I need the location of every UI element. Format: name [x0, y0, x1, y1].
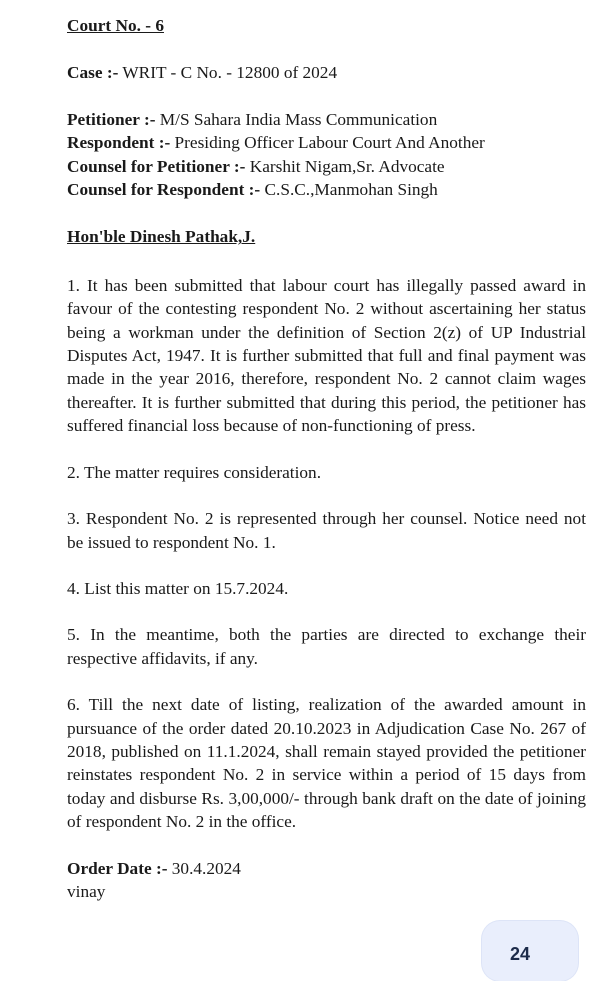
respondent-label: Respondent :- [67, 133, 171, 153]
petitioner-line [67, 108, 586, 131]
court-number-heading: Court No. - 6 [67, 16, 164, 35]
paragraph-5: 5. In the meantime, both the parties are directed to exchange their respective affidavits, if any. [67, 625, 586, 668]
order-date-line [67, 857, 586, 880]
petitioner-label: Petitioner :- [67, 109, 156, 129]
case-value: WRIT - C No. - 12800 of 2024 [122, 63, 338, 83]
counsel-respondent-value: C.S.C.,Manmohan Singh [264, 180, 438, 200]
page-number-badge[interactable] [482, 921, 578, 981]
paragraph-3: 3. Respondent No. 2 is represented through her counsel. Notice need not be issued to respondent No. 1. [67, 509, 586, 552]
counsel-respondent-label: Counsel for Respondent :- [67, 180, 261, 200]
paragraph-2: 2. The matter requires consideration. [67, 462, 322, 482]
case-line [67, 61, 586, 84]
order-document [67, 14, 586, 903]
signature-name: vinay [67, 881, 106, 901]
respondent-line [67, 131, 586, 154]
order-date-label: Order Date :- [67, 858, 168, 878]
judge-heading: Hon'ble Dinesh Pathak,J. [67, 227, 256, 247]
counsel-respondent-line [67, 178, 586, 201]
counsel-petitioner-value: Karshit Nigam,Sr. Advocate [249, 156, 445, 176]
counsel-petitioner-label: Counsel for Petitioner :- [67, 156, 246, 176]
counsel-petitioner-line [67, 155, 586, 178]
paragraph-6: 6. Till the next date of listing, realization of the awarded amount in pursuance of the order dated 20.10.2023 in Adjudication Case No. 267 of 2018, published on 11.1.2024, shall remain stayed provided the petitioner reinstates respondent No. 2 in service within a period of 15 days from today and disburse Rs. 3,00,000/- through bank draft on the date of joining of respondent No. 2 in the office. [67, 695, 586, 832]
parties-block [67, 108, 586, 202]
petitioner-value: M/S Sahara India Mass Communication [159, 109, 438, 129]
respondent-value: Presiding Officer Labour Court And Another [174, 133, 485, 153]
page-number-text: 24 [510, 944, 531, 964]
paragraph-4: 4. List this matter on 15.7.2024. [67, 578, 289, 598]
order-date-value: 30.4.2024 [171, 858, 241, 878]
paragraph-1: 1. It has been submitted that labour court has illegally passed award in favour of the contesting respondent No. 2 without ascertaining her status being a workman under the definition of Section 2(z) of UP Industrial Disputes Act, 1947. It is further submitted that full and final payment was made in the year 2016, therefore, respondent No. 2 cannot claim wages thereafter. It is further submitted that during this period, the petitioner has suffered financial loss because of non-functioning of press. [67, 275, 586, 436]
case-label: Case :- [67, 63, 119, 83]
